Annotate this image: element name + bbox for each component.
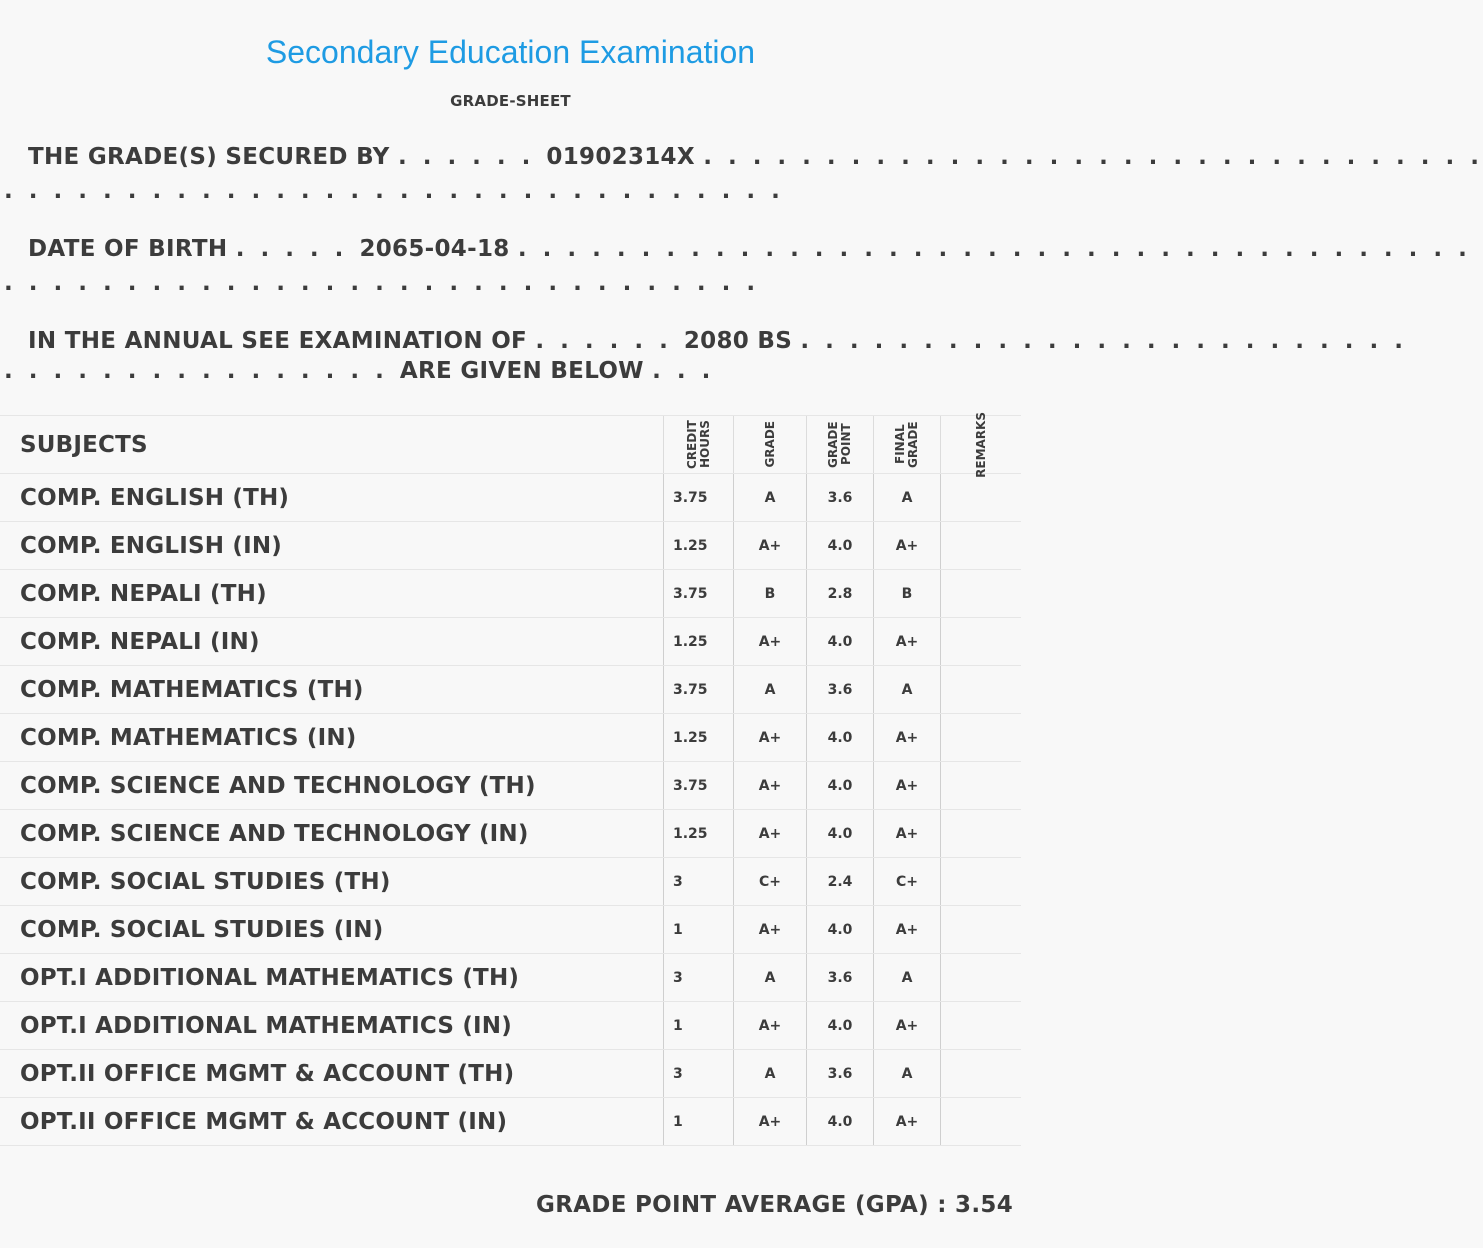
grade-cell: A [733, 1050, 806, 1097]
header-final-grade-cell [873, 416, 940, 473]
grade-point-cell: 4.0 [806, 762, 873, 809]
table-row [0, 810, 1021, 858]
final-grade-cell: A+ [873, 1098, 940, 1145]
page-subtitle: GRADE-SHEET [450, 92, 571, 110]
credit-hours-cell: 1 [663, 1002, 733, 1049]
table-row [0, 906, 1021, 954]
credit-hours-cell: 3.75 [663, 762, 733, 809]
header-credit-hours-cell [663, 416, 733, 473]
final-grade-cell: A+ [873, 522, 940, 569]
grade-cell: A+ [733, 618, 806, 665]
grade-point-cell: 2.8 [806, 570, 873, 617]
final-grade-cell: A [873, 1050, 940, 1097]
leader-dots-line: . . . . . . . . . . . . . . . . . . . . . . . . . . . . . . . [4, 270, 760, 296]
grade-point-cell: 4.0 [806, 906, 873, 953]
grade-table [0, 411, 1021, 1146]
final-grade-cell: A+ [873, 714, 940, 761]
table-body [0, 474, 1021, 1146]
header-remarks-cell [940, 411, 1021, 478]
credit-hours-cell: 1 [663, 1098, 733, 1145]
subject-cell: COMP. SOCIAL STUDIES (TH) [20, 868, 391, 895]
table-row [0, 1098, 1021, 1146]
grade-cell: B [733, 570, 806, 617]
table-header-row [0, 411, 1021, 478]
leader-dots: . . . [652, 358, 715, 384]
exam-year: 2080 BS [683, 328, 793, 354]
remarks-cell [940, 474, 1021, 521]
final-grade-cell: A [873, 954, 940, 1001]
final-grade-cell: C+ [873, 858, 940, 905]
leader-dots: . . . . . [235, 236, 360, 262]
credit-hours-cell: 1.25 [663, 810, 733, 857]
grade-cell: A [733, 954, 806, 1001]
header-grade-point: GRADE POINT [826, 421, 853, 468]
table-row [0, 762, 1021, 810]
final-grade-cell: A+ [873, 762, 940, 809]
table-row [0, 618, 1021, 666]
grade-cell: A+ [733, 810, 806, 857]
credit-hours-cell: 3 [663, 954, 733, 1001]
subject-cell: COMP. NEPALI (TH) [20, 580, 267, 607]
grade-cell: A+ [733, 762, 806, 809]
given-below-line [0, 358, 1025, 384]
grade-point-cell: 2.4 [806, 858, 873, 905]
given-below-text: ARE GIVEN BELOW [399, 358, 644, 384]
credit-hours-cell: 1 [663, 906, 733, 953]
credit-hours-cell: 1.25 [663, 522, 733, 569]
remarks-cell [940, 906, 1021, 953]
subject-cell: COMP. NEPALI (IN) [20, 628, 260, 655]
remarks-cell [940, 666, 1021, 713]
table-row [0, 474, 1021, 522]
dob-value: 2065-04-18 [359, 236, 510, 262]
grade-cell: A+ [733, 522, 806, 569]
header-grade-point-cell [806, 416, 873, 473]
grade-point-cell: 3.6 [806, 954, 873, 1001]
credit-hours-cell: 1.25 [663, 618, 733, 665]
table-row [0, 1002, 1021, 1050]
leader-dots: . . . . . . [535, 328, 684, 354]
exam-label: IN THE ANNUAL SEE EXAMINATION OF [28, 328, 528, 354]
remarks-cell [940, 810, 1021, 857]
secured-by-line [0, 144, 1483, 170]
remarks-cell [940, 570, 1021, 617]
grade-point-cell: 4.0 [806, 1098, 873, 1145]
leader-dots: . . . . . . [397, 144, 547, 170]
header-subjects: SUBJECTS [20, 431, 148, 458]
subject-cell: COMP. MATHEMATICS (IN) [20, 724, 357, 751]
header-grade: GRADE [762, 421, 777, 468]
final-grade-cell: A+ [873, 618, 940, 665]
subject-cell: OPT.II OFFICE MGMT & ACCOUNT (TH) [20, 1060, 515, 1087]
subject-cell: COMP. MATHEMATICS (TH) [20, 676, 364, 703]
credit-hours-cell: 3 [663, 858, 733, 905]
leader-dots: . . . . . . . . . . . . . . . . . . . . . . . . . [800, 328, 1407, 354]
final-grade-cell: A+ [873, 1002, 940, 1049]
grade-point-cell: 4.0 [806, 522, 873, 569]
subject-cell: COMP. SOCIAL STUDIES (IN) [20, 916, 384, 943]
credit-hours-cell: 3.75 [663, 666, 733, 713]
grade-point-cell: 4.0 [806, 618, 873, 665]
table-row [0, 858, 1021, 906]
grade-cell: A [733, 666, 806, 713]
credit-hours-cell: 3 [663, 1050, 733, 1097]
table-row [0, 570, 1021, 618]
credit-hours-cell: 3.75 [663, 570, 733, 617]
grade-point-cell: 3.6 [806, 1050, 873, 1097]
leader-dots: . . . . . . . . . . . . . . . . . . . . . . . . . . . . . . . . . . . . . . . [517, 236, 1471, 262]
leader-dots: . . . . . . . . . . . . . . . . . . . . . . . . . . . . . . . . [703, 144, 1483, 170]
grade-cell: A+ [733, 714, 806, 761]
gpa-summary: GRADE POINT AVERAGE (GPA) : 3.54 [536, 1192, 1013, 1218]
header-final-grade: FINAL GRADE [893, 421, 920, 468]
remarks-cell [940, 618, 1021, 665]
header-remarks: REMARKS [973, 411, 988, 478]
credit-hours-cell: 1.25 [663, 714, 733, 761]
remarks-cell [940, 522, 1021, 569]
grade-cell: A+ [733, 1002, 806, 1049]
header-credit-hours: CREDIT HOURS [684, 420, 712, 469]
table-row [0, 954, 1021, 1002]
remarks-cell [940, 954, 1021, 1001]
final-grade-cell: B [873, 570, 940, 617]
final-grade-cell: A [873, 474, 940, 521]
table-row [0, 522, 1021, 570]
subject-cell: COMP. ENGLISH (TH) [20, 484, 290, 511]
leader-dots-line: . . . . . . . . . . . . . . . . . . . . . . . . . . . . . . . . [4, 178, 784, 204]
subject-cell: COMP. SCIENCE AND TECHNOLOGY (IN) [20, 820, 529, 847]
table-row [0, 1050, 1021, 1098]
table-row [0, 714, 1021, 762]
grade-cell: A+ [733, 906, 806, 953]
exam-line [0, 328, 1407, 354]
final-grade-cell: A+ [873, 810, 940, 857]
grade-point-cell: 3.6 [806, 474, 873, 521]
remarks-cell [940, 858, 1021, 905]
final-grade-cell: A+ [873, 906, 940, 953]
symbol-number: 01902314X [546, 144, 695, 170]
grade-cell: A+ [733, 1098, 806, 1145]
grade-point-cell: 4.0 [806, 1002, 873, 1049]
remarks-cell [940, 714, 1021, 761]
remarks-cell [940, 1050, 1021, 1097]
grade-cell: A [733, 474, 806, 521]
table-row [0, 666, 1021, 714]
dob-line [0, 236, 1471, 262]
credit-hours-cell: 3.75 [663, 474, 733, 521]
secured-by-label: THE GRADE(S) SECURED BY [28, 144, 390, 170]
grade-cell: C+ [733, 858, 806, 905]
final-grade-cell: A [873, 666, 940, 713]
grade-point-cell: 4.0 [806, 714, 873, 761]
subject-cell: OPT.I ADDITIONAL MATHEMATICS (TH) [20, 964, 520, 991]
dob-label: DATE OF BIRTH [28, 236, 228, 262]
subject-cell: OPT.II OFFICE MGMT & ACCOUNT (IN) [20, 1108, 508, 1135]
grade-point-cell: 3.6 [806, 666, 873, 713]
subject-cell: COMP. ENGLISH (IN) [20, 532, 283, 559]
page-title: Secondary Education Examination [265, 34, 756, 70]
remarks-cell [940, 1002, 1021, 1049]
remarks-cell [940, 1098, 1021, 1145]
remarks-cell [940, 762, 1021, 809]
grade-point-cell: 4.0 [806, 810, 873, 857]
subject-cell: COMP. SCIENCE AND TECHNOLOGY (TH) [20, 772, 536, 799]
header-grade-cell [733, 416, 806, 473]
leader-dots: . . . . . . . . . . . . . . . . [4, 358, 400, 384]
subject-cell: OPT.I ADDITIONAL MATHEMATICS (IN) [20, 1012, 512, 1039]
